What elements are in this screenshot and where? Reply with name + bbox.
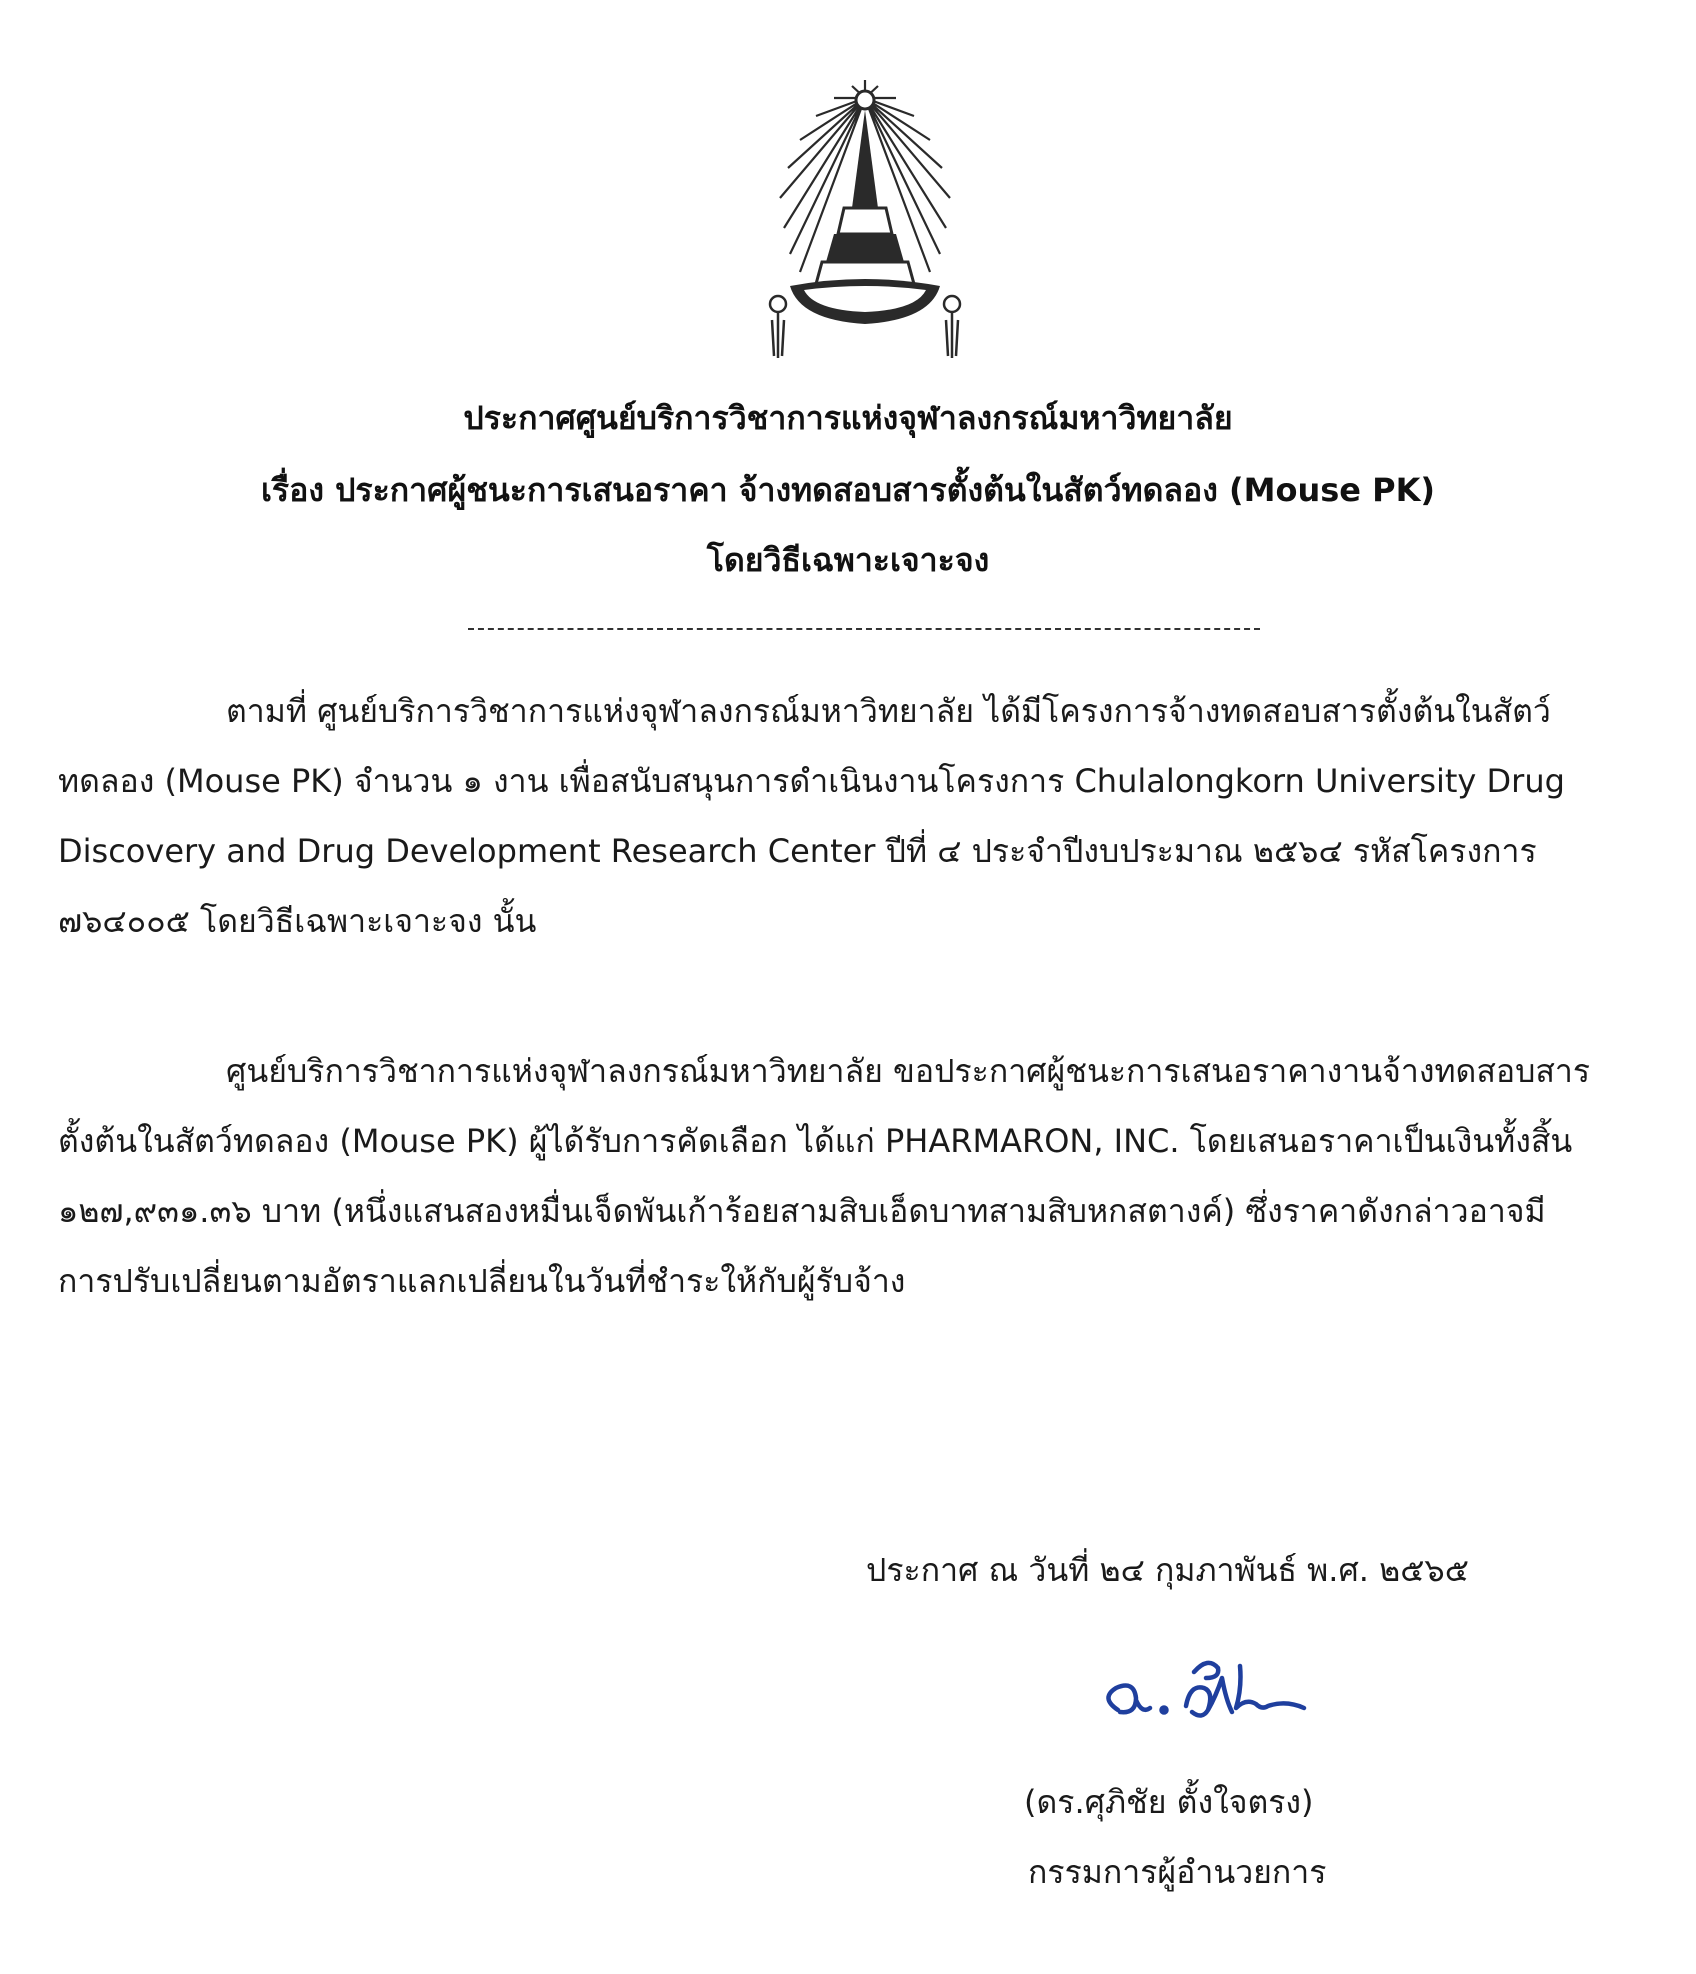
university-emblem-icon — [760, 58, 970, 380]
paragraph-line: ๗๖๔๐๐๕ โดยวิธีเฉพาะเจาะจง นั้น — [58, 902, 537, 940]
paragraph-line: ตั้งต้นในสัตว์ทดลอง (Mouse PK) ผู้ได้รับการคัดเลือก ได้แก่ PHARMARON, INC. โดยเสนอราคาเป็นเงินทั้งสิ้น — [58, 1122, 1573, 1160]
procurement-method: โดยวิธีเฉพาะเจาะจง — [706, 541, 990, 579]
announcement-subject: เรื่อง ประกาศผู้ชนะการเสนอราคา จ้างทดสอบสารตั้งต้นในสัตว์ทดลอง (Mouse PK) — [260, 471, 1436, 509]
paragraph-line: ศูนย์บริการวิชาการแห่งจุฬาลงกรณ์มหาวิทยาลัย ขอประกาศผู้ชนะการเสนอราคางานจ้างทดสอบสาร — [226, 1052, 1591, 1090]
signature-icon — [1090, 1648, 1320, 1738]
paragraph-line: การปรับเปลี่ยนตามอัตราแลกเปลี่ยนในวันที่ชำระให้กับผู้รับจ้าง — [58, 1262, 906, 1300]
paragraph-line: Discovery and Drug Development Research Center ปีที่ ๔ ประจำปีงบประมาณ ๒๕๖๔ รหัสโครงการ — [58, 832, 1537, 870]
paragraph-line: ตามที่ ศูนย์บริการวิชาการแห่งจุฬาลงกรณ์มหาวิทยาลัย ได้มีโครงการจ้างทดสอบสารตั้งต้นในสัตว์ — [226, 692, 1551, 730]
paragraph-winner-announcement — [58, 1036, 1628, 1316]
dashed-divider — [468, 628, 1260, 630]
signer-name: (ดร.ศุภิชัย ตั้งใจตรง) — [1024, 1783, 1314, 1821]
announcement-title: ประกาศศูนย์บริการวิชาการแห่งจุฬาลงกรณ์มหาวิทยาลัย — [463, 399, 1233, 437]
announcement-date: ประกาศ ณ วันที่ ๒๔ กุมภาพันธ์ พ.ศ. ๒๕๖๕ — [866, 1551, 1469, 1589]
signer-position: กรรมการผู้อำนวยการ — [1028, 1853, 1327, 1891]
paragraph-project-background — [58, 676, 1628, 956]
paragraph-line: ทดลอง (Mouse PK) จำนวน ๑ งาน เพื่อสนับสนุนการดำเนินงานโครงการ Chulalongkorn University Drug — [58, 762, 1565, 800]
paragraph-line: ๑๒๗,๙๓๑.๓๖ บาท (หนึ่งแสนสองหมื่นเจ็ดพันเก้าร้อยสามสิบเอ็ดบาทสามสิบหกสตางค์) ซึ่งราคาดังกล่าวอาจมี — [58, 1192, 1546, 1230]
